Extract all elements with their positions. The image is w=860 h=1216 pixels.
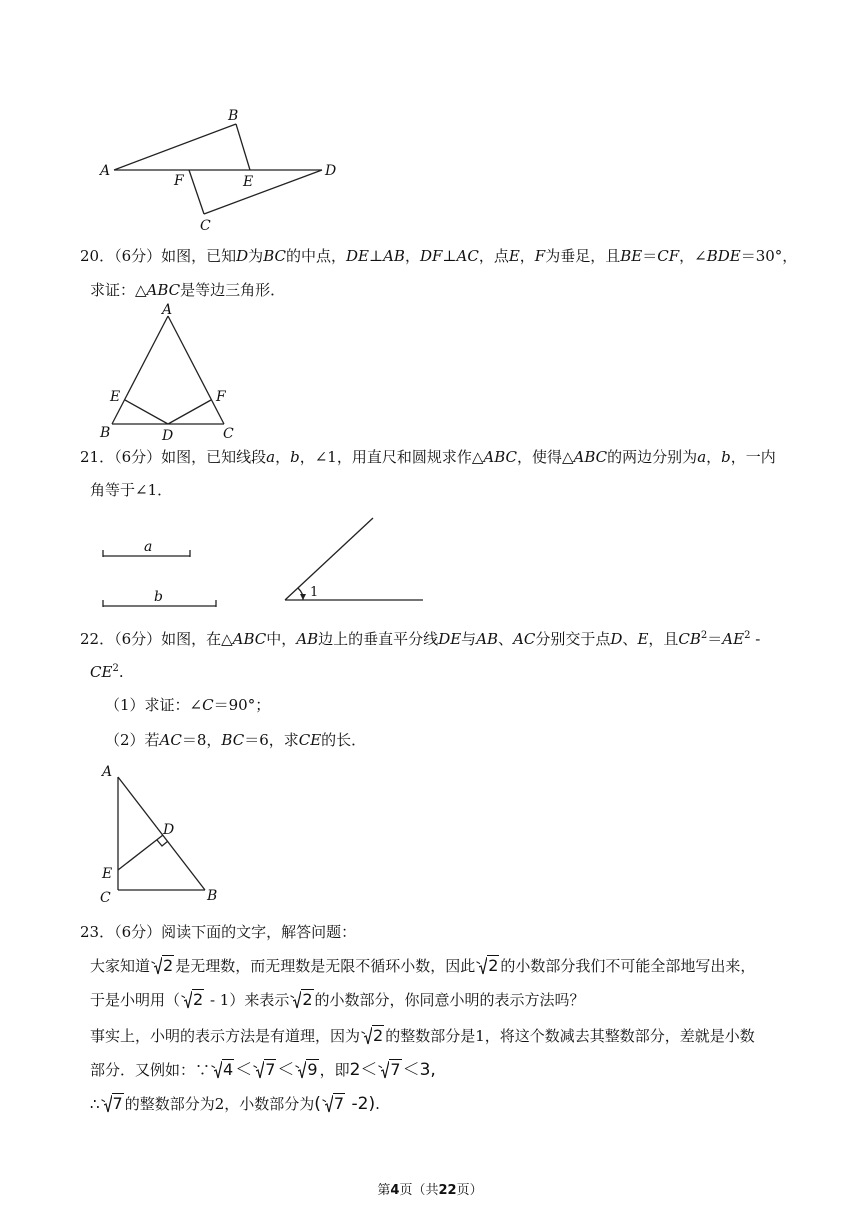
label-b: B xyxy=(228,108,239,124)
right-angle-mark xyxy=(157,840,168,846)
label-c: C xyxy=(200,218,211,234)
q23-p1: 大家知道 2 是无理数，而无理数是无限不循环小数，因此 2 的小数部分我们不可能全部地写出来， xyxy=(90,956,756,975)
q23-title: 23．（6分）阅读下面的文字，解答问题： xyxy=(80,923,357,941)
label-d: D xyxy=(325,163,337,179)
figure-q21 xyxy=(90,510,440,610)
label-c: C xyxy=(100,890,111,906)
q22-part1: （1）求证：∠C＝90°； xyxy=(105,696,271,714)
label-a: A xyxy=(102,764,113,780)
segment-dc xyxy=(204,170,322,214)
label-b: B xyxy=(100,425,111,441)
label-e: E xyxy=(110,389,121,405)
q23-p5: ∴ 7 的整数部分为2，小数部分为( 7 -2). xyxy=(90,1094,380,1114)
angle-ray-slanted xyxy=(285,518,373,600)
q23-p3: 事实上，小明的表示方法是有道理，因为 2 的整数部分是1，将这个数减去其整数部分，差就是小数 xyxy=(90,1026,755,1045)
segment-ed xyxy=(118,835,163,870)
figure-q20 xyxy=(90,300,250,445)
label-a: A xyxy=(162,302,173,318)
label-angle-1: 1 xyxy=(310,585,319,600)
q22-line1: 22．（6分）如图，在△ABC中，AB边上的垂直平分线DE与AB、AC分别交于点D、E，且$CB^2=AE^2$ - xyxy=(80,630,761,648)
q20-line2: 求证：△ABC是等边三角形． xyxy=(90,281,286,299)
segment-be xyxy=(236,124,250,170)
q23-p2: 于是小明用（ 2 - 1）来表示 2 的小数部分，你同意小明的表示方法吗？ xyxy=(90,990,585,1009)
label-d: D xyxy=(163,822,175,838)
page-footer: 第4页（共22页） xyxy=(377,1183,483,1198)
segment-cf xyxy=(189,170,204,214)
figure-q22 xyxy=(90,760,230,910)
label-a: A xyxy=(100,163,111,179)
segment-df xyxy=(168,400,211,424)
q21-line2: 角等于∠1． xyxy=(90,481,173,499)
page-number: 4 xyxy=(390,1183,400,1198)
label-e: E xyxy=(102,866,113,882)
label-f: F xyxy=(216,389,226,405)
q20-line1: 20．（6分）如图，已知D为BC的中点，DE⊥AB，DF⊥AC，点E，F为垂足，且BE＝CF，∠BDE＝30°， xyxy=(80,247,798,265)
angle-arrow-icon xyxy=(300,594,306,600)
page-total: 22 xyxy=(438,1183,457,1198)
q22-line2: $CE^2$. xyxy=(90,663,124,681)
q22-part2: （2）若AC＝8，BC＝6，求CE的长． xyxy=(105,731,367,749)
label-c: C xyxy=(223,426,234,442)
segment-ab xyxy=(118,777,205,890)
label-b: B xyxy=(207,888,218,904)
label-e: E xyxy=(243,174,254,190)
q21-line1: 21．（6分）如图，已知线段a，b，∠1，用直尺和圆规求作△ABC，使得△ABC的两边分别为a，b，一内 xyxy=(80,448,776,466)
label-b: b xyxy=(154,589,163,605)
figure-q19 xyxy=(90,100,350,240)
label-f: F xyxy=(174,173,184,189)
segment-de xyxy=(125,400,168,424)
label-d: D xyxy=(162,428,174,444)
q23-p4: 部分．又例如：∵ 4 ＜ 7 ＜ 9 ，即2＜ 7 ＜3, xyxy=(90,1060,436,1080)
segment-ab xyxy=(114,124,236,170)
label-a: a xyxy=(144,539,153,555)
